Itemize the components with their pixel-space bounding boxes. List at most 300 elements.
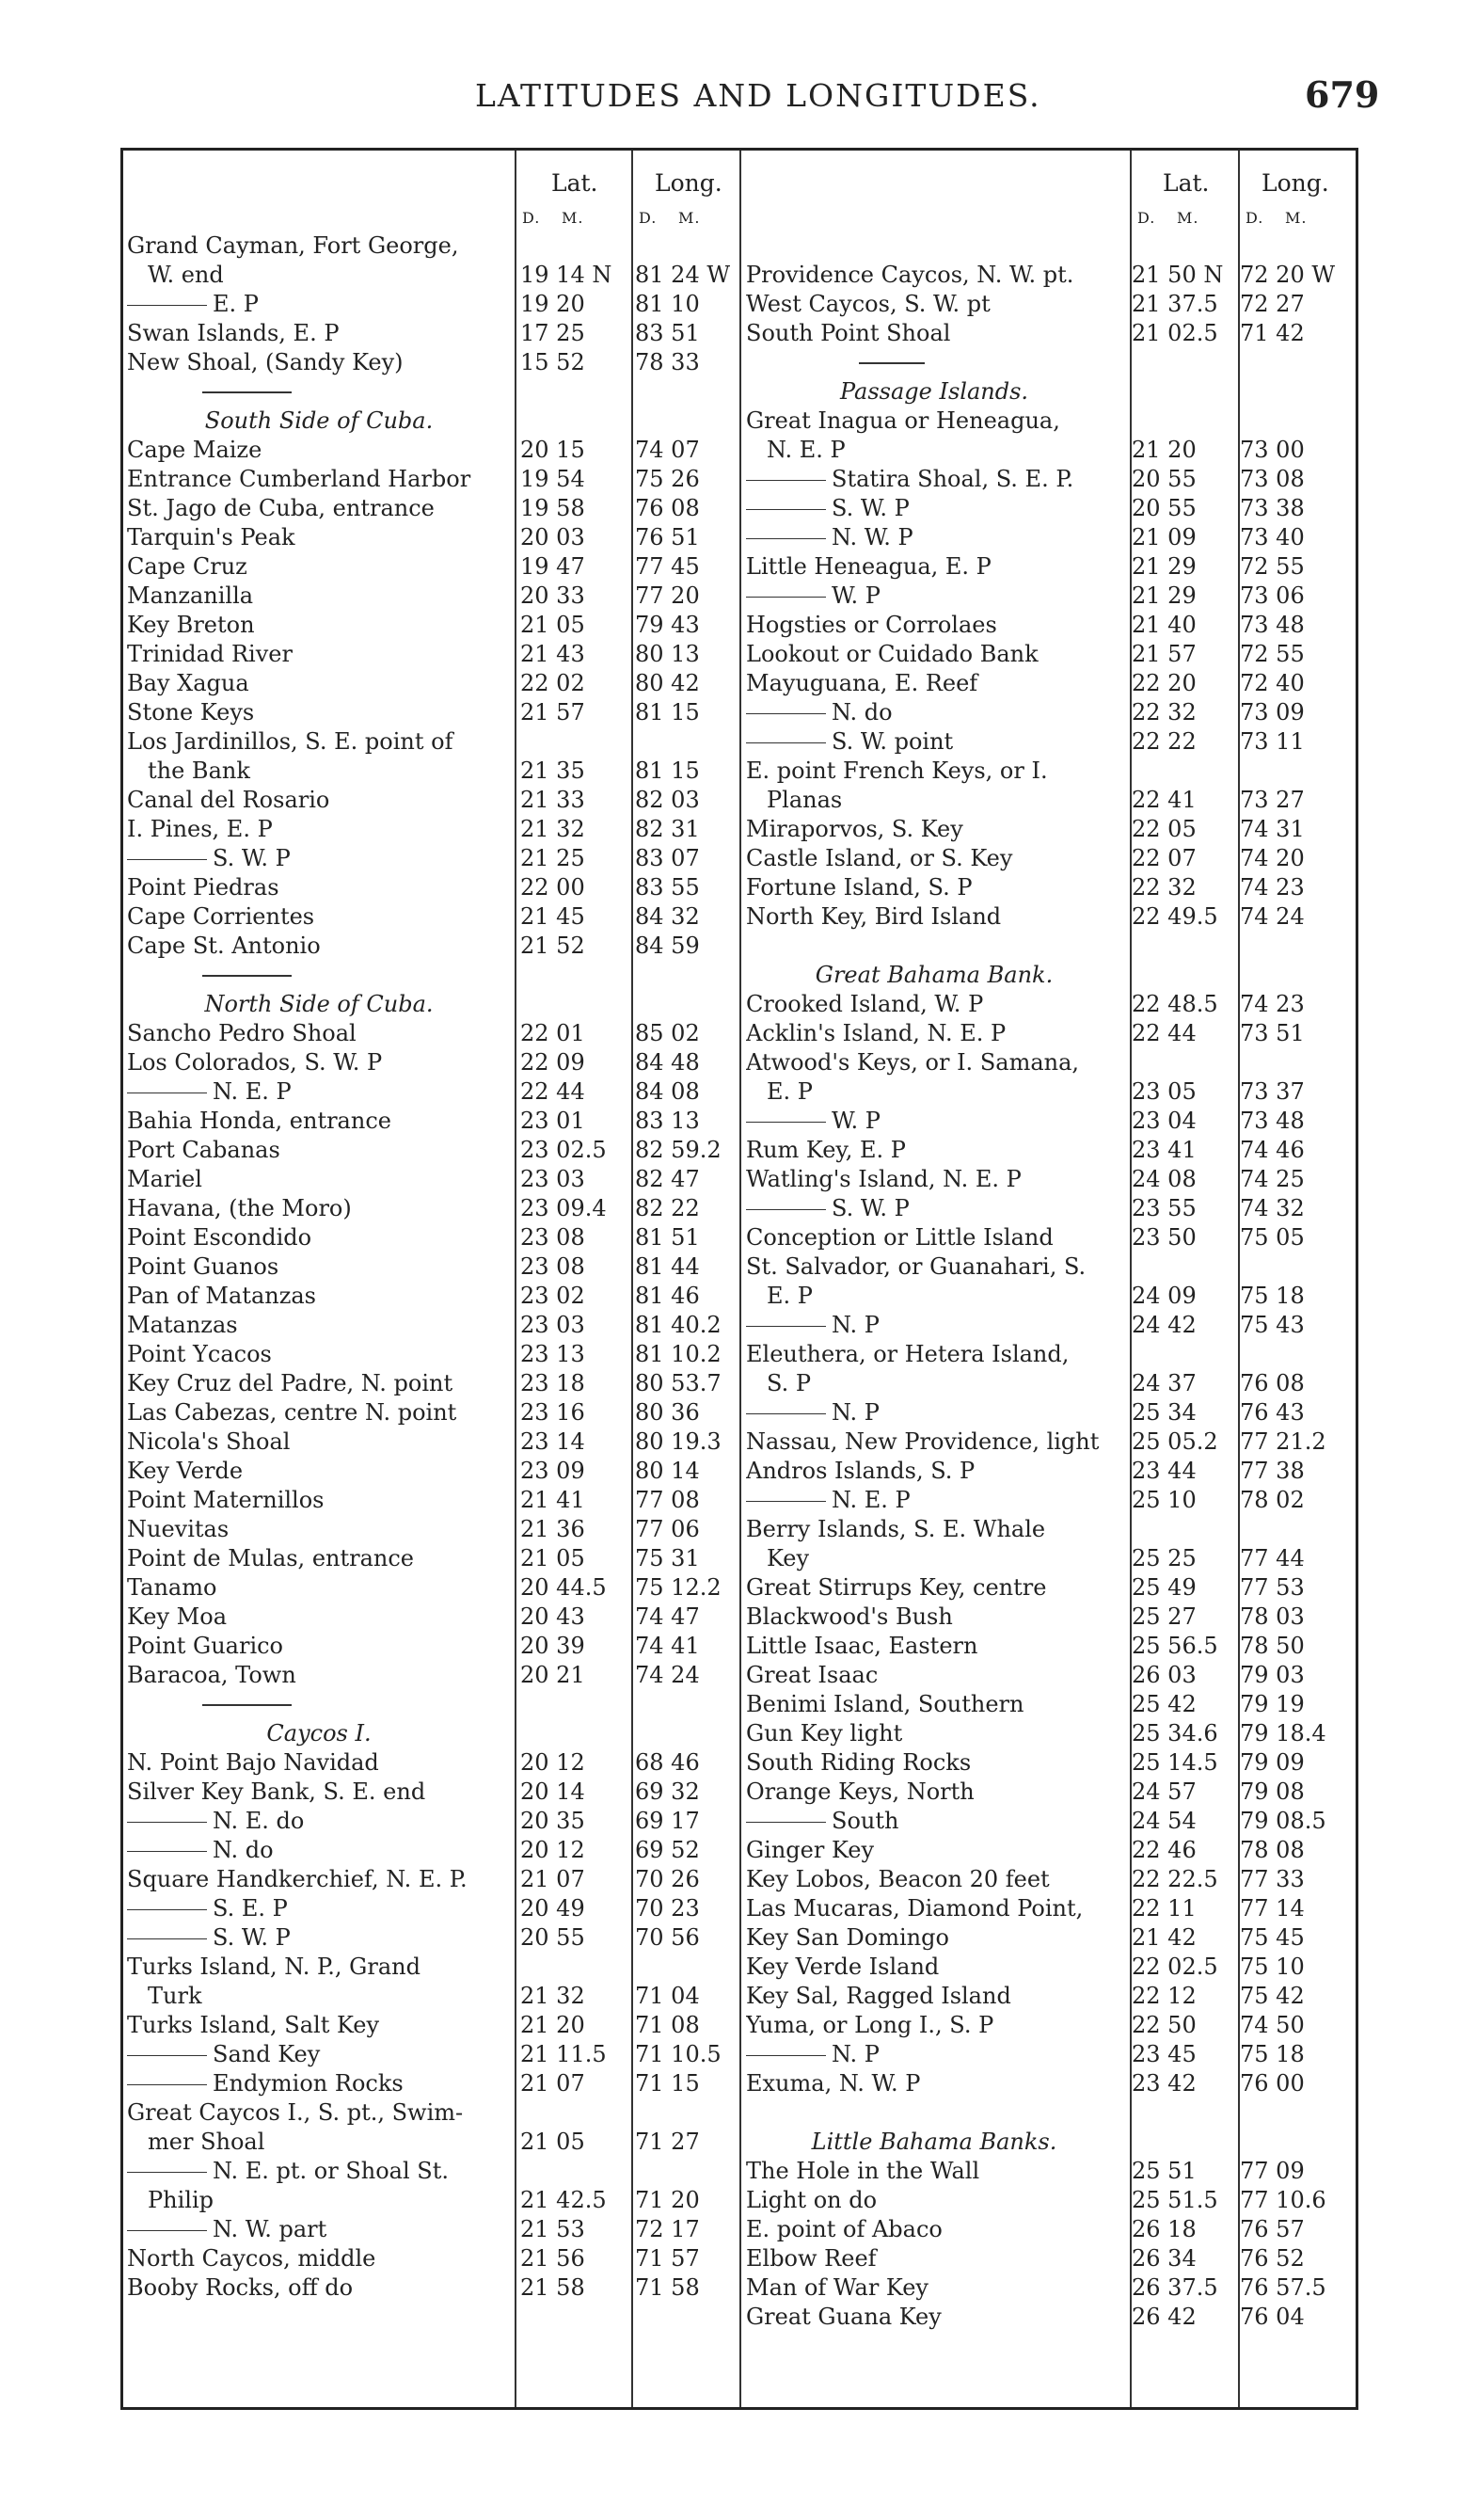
latitude-value: 22 50 bbox=[1132, 2012, 1197, 2038]
latitude-value: 22 32 bbox=[1132, 874, 1197, 901]
place-name: Rum Key, E. P bbox=[746, 1137, 906, 1163]
place-name: Tanamo bbox=[127, 1574, 217, 1601]
latitude-value: 21 53 bbox=[520, 2216, 585, 2242]
table-row bbox=[127, 231, 842, 261]
table-row bbox=[127, 669, 842, 698]
place-name: Point de Mulas, entrance bbox=[127, 1545, 415, 1571]
longitude-value: 73 06 bbox=[1240, 582, 1305, 609]
table-row bbox=[127, 1748, 842, 1778]
latitude-value: 23 05 bbox=[1132, 1078, 1197, 1105]
place-name: Nuevitas bbox=[127, 1516, 230, 1542]
latitude-value: 20 55 bbox=[1132, 466, 1197, 492]
table-row bbox=[127, 873, 842, 902]
place-name: Key Cruz del Padre, N. point bbox=[127, 1370, 453, 1396]
longitude-value: 76 52 bbox=[1240, 2245, 1305, 2272]
table-row bbox=[127, 1398, 842, 1427]
longitude-value: 74 23 bbox=[1240, 874, 1305, 901]
degrees-subheader: D. bbox=[1246, 209, 1264, 227]
section-divider bbox=[746, 348, 1357, 377]
longitude-value: 75 26 bbox=[635, 466, 700, 492]
place-name: Great Guana Key bbox=[746, 2304, 942, 2330]
latitude-value: 22 41 bbox=[1132, 787, 1197, 813]
longitude-value: 82 31 bbox=[635, 816, 700, 842]
place-name: Cape Maize bbox=[127, 437, 262, 463]
latitude-value: 25 34 bbox=[1132, 1399, 1197, 1426]
longitude-value: 75 05 bbox=[1240, 1224, 1305, 1251]
latitude-value: 23 14 bbox=[520, 1428, 585, 1455]
latitude-value: 22 02 bbox=[520, 670, 585, 696]
longitude-value: 73 38 bbox=[1240, 495, 1305, 521]
longitude-value: 73 48 bbox=[1240, 1108, 1305, 1134]
longitude-value: 83 51 bbox=[635, 320, 700, 346]
ditto-dash bbox=[746, 1326, 826, 1327]
longitude-value: 81 15 bbox=[635, 758, 700, 784]
table-row bbox=[746, 2011, 1357, 2040]
longitude-value: 77 08 bbox=[635, 1487, 700, 1513]
table-row bbox=[127, 1019, 842, 1048]
place-name: Trinidad River bbox=[127, 641, 293, 667]
table-row bbox=[127, 1369, 842, 1398]
table-row bbox=[127, 319, 842, 348]
table-row bbox=[746, 932, 1357, 961]
place-name: Berry Islands, S. E. Whale bbox=[746, 1516, 1046, 1542]
latitude-value: 25 25 bbox=[1132, 1545, 1197, 1571]
place-name: S. W. P bbox=[213, 1924, 291, 1951]
minutes-subheader: M. bbox=[562, 209, 584, 227]
place-name: Andros Islands, S. P bbox=[746, 1458, 976, 1484]
longitude-value: 80 14 bbox=[635, 1458, 700, 1484]
table-row bbox=[746, 698, 1357, 727]
latitude-value: 21 20 bbox=[520, 2012, 585, 2038]
place-name: Miraporvos, S. Key bbox=[746, 816, 963, 842]
long-header: Long. bbox=[1262, 169, 1329, 197]
place-name: N. P bbox=[832, 1399, 880, 1426]
table-row bbox=[746, 1398, 1357, 1427]
longitude-value: 73 40 bbox=[1240, 524, 1305, 550]
latitude-value: 23 44 bbox=[1132, 1458, 1197, 1484]
coordinates-table bbox=[120, 148, 1358, 2410]
table-row bbox=[127, 1632, 842, 1661]
latitude-value: 25 56.5 bbox=[1132, 1633, 1218, 1659]
latitude-value: 24 09 bbox=[1132, 1283, 1197, 1309]
table-row bbox=[127, 1311, 842, 1340]
latitude-value: 22 44 bbox=[520, 1078, 585, 1105]
table-row bbox=[746, 757, 1357, 786]
latitude-value: 23 55 bbox=[1132, 1195, 1197, 1221]
longitude-value: 80 42 bbox=[635, 670, 700, 696]
table-row bbox=[746, 1136, 1357, 1165]
place-name: Point Guarico bbox=[127, 1633, 284, 1659]
longitude-value: 79 09 bbox=[1240, 1749, 1305, 1776]
place-name: Fortune Island, S. P bbox=[746, 874, 973, 901]
latitude-value: 21 07 bbox=[520, 2070, 585, 2097]
place-name: S. W. P bbox=[213, 845, 291, 871]
place-name: Elbow Reef bbox=[746, 2245, 877, 2272]
ditto-dash bbox=[746, 480, 826, 481]
place-name: Great Stirrups Key, centre bbox=[746, 1574, 1047, 1601]
place-name: N. Point Bajo Navidad bbox=[127, 1749, 379, 1776]
latitude-value: 22 48.5 bbox=[1132, 991, 1218, 1017]
longitude-value: 72 40 bbox=[1240, 670, 1305, 696]
latitude-value: 20 39 bbox=[520, 1633, 585, 1659]
place-name: Sand Key bbox=[213, 2041, 321, 2067]
longitude-value: 75 43 bbox=[1240, 1312, 1305, 1338]
place-name: North Key, Bird Island bbox=[746, 903, 1002, 930]
place-name: Great Isaac bbox=[746, 1662, 879, 1688]
longitude-value: 71 27 bbox=[635, 2129, 700, 2155]
longitude-value: 72 55 bbox=[1240, 553, 1305, 580]
latitude-value: 21 36 bbox=[520, 1516, 585, 1542]
latitude-value: 21 42.5 bbox=[520, 2187, 607, 2213]
place-name: Statira Shoal, S. E. P. bbox=[832, 466, 1074, 492]
section-divider bbox=[127, 1690, 842, 1719]
table-row bbox=[127, 1865, 842, 1894]
latitude-value: 21 43 bbox=[520, 641, 585, 667]
longitude-value: 77 06 bbox=[635, 1516, 700, 1542]
longitude-value: 83 13 bbox=[635, 1108, 700, 1134]
table-row bbox=[746, 1778, 1357, 1807]
longitude-value: 73 48 bbox=[1240, 612, 1305, 638]
place-name: S. W. point bbox=[832, 728, 954, 755]
place-name: Entrance Cumberland Harbor bbox=[127, 466, 471, 492]
table-row bbox=[127, 465, 842, 494]
table-row bbox=[746, 2273, 1357, 2303]
latitude-value: 24 42 bbox=[1132, 1312, 1197, 1338]
longitude-value: 74 47 bbox=[635, 1603, 700, 1630]
table-row bbox=[746, 2040, 1357, 2069]
place-name: Point Ycacos bbox=[127, 1341, 272, 1367]
longitude-value: 77 53 bbox=[1240, 1574, 1305, 1601]
longitude-value: 76 51 bbox=[635, 524, 700, 550]
latitude-value: 23 09 bbox=[520, 1458, 585, 1484]
longitude-value: 84 48 bbox=[635, 1049, 700, 1076]
longitude-value: 75 10 bbox=[1240, 1954, 1305, 1980]
place-name: Orange Keys, North bbox=[746, 1778, 975, 1805]
longitude-value: 74 50 bbox=[1240, 2012, 1305, 2038]
table-row bbox=[746, 1807, 1357, 1836]
table-row bbox=[746, 727, 1357, 757]
place-name: S. E. P bbox=[213, 1895, 288, 1922]
longitude-value: 78 33 bbox=[635, 349, 700, 375]
longitude-value: 81 24 W bbox=[635, 262, 731, 288]
latitude-value: 19 54 bbox=[520, 466, 585, 492]
latitude-value: 23 02 bbox=[520, 1283, 585, 1309]
table-row bbox=[127, 1223, 842, 1252]
degrees-subheader: D. bbox=[639, 209, 658, 227]
place-name: Los Colorados, S. W. P bbox=[127, 1049, 383, 1076]
place-name: E. P bbox=[767, 1078, 813, 1105]
latitude-value: 25 27 bbox=[1132, 1603, 1197, 1630]
longitude-value: 84 08 bbox=[635, 1078, 700, 1105]
place-name: Key Breton bbox=[127, 612, 255, 638]
table-row bbox=[127, 1603, 842, 1632]
latitude-value: 23 42 bbox=[1132, 2070, 1197, 2097]
longitude-value: 80 13 bbox=[635, 641, 700, 667]
table-row bbox=[746, 1107, 1357, 1136]
latitude-value: 25 10 bbox=[1132, 1487, 1197, 1513]
place-name: I. Pines, E. P bbox=[127, 816, 273, 842]
place-name: Stone Keys bbox=[127, 699, 255, 726]
latitude-value: 25 49 bbox=[1132, 1574, 1197, 1601]
table-row bbox=[746, 261, 1357, 290]
table-row bbox=[127, 932, 842, 961]
table-row bbox=[746, 1836, 1357, 1865]
place-name: West Caycos, S. W. pt bbox=[746, 291, 991, 317]
longitude-value: 78 08 bbox=[1240, 1837, 1305, 1863]
longitude-value: 69 32 bbox=[635, 1778, 700, 1805]
latitude-value: 20 55 bbox=[520, 1924, 585, 1951]
longitude-value: 70 23 bbox=[635, 1895, 700, 1922]
latitude-value: 20 03 bbox=[520, 524, 585, 550]
latitude-value: 20 33 bbox=[520, 582, 585, 609]
longitude-value: 73 08 bbox=[1240, 466, 1305, 492]
ditto-dash bbox=[127, 1851, 207, 1852]
latitude-value: 21 05 bbox=[520, 2129, 585, 2155]
table-row bbox=[127, 2273, 842, 2303]
place-name: Cape St. Antonio bbox=[127, 933, 321, 959]
place-name: W. P bbox=[832, 582, 881, 609]
longitude-value: 74 31 bbox=[1240, 816, 1305, 842]
table-row bbox=[746, 1603, 1357, 1632]
table-row bbox=[746, 1282, 1357, 1311]
longitude-value: 77 09 bbox=[1240, 2158, 1305, 2184]
latitude-value: 21 35 bbox=[520, 758, 585, 784]
latitude-value: 22 44 bbox=[1132, 1020, 1197, 1046]
place-name: Cape Cruz bbox=[127, 553, 247, 580]
table-row bbox=[127, 2011, 842, 2040]
table-row bbox=[746, 1923, 1357, 1953]
table-row bbox=[127, 1836, 842, 1865]
place-name: Great Caycos I., S. pt., Swim- bbox=[127, 2099, 464, 2126]
table-row bbox=[746, 902, 1357, 932]
table-row bbox=[127, 2215, 842, 2244]
place-name: Havana, (the Moro) bbox=[127, 1195, 352, 1221]
latitude-value: 21 37.5 bbox=[1132, 291, 1218, 317]
place-name: Point Guanos bbox=[127, 1253, 279, 1280]
table-row bbox=[746, 552, 1357, 582]
latitude-value: 20 14 bbox=[520, 1778, 585, 1805]
latitude-value: 21 40 bbox=[1132, 612, 1197, 638]
latitude-value: 25 51 bbox=[1132, 2158, 1197, 2184]
longitude-value: 80 53.7 bbox=[635, 1370, 722, 1396]
table-row bbox=[746, 1573, 1357, 1603]
longitude-value: 75 45 bbox=[1240, 1924, 1305, 1951]
place-name: South bbox=[832, 1808, 899, 1834]
table-row bbox=[746, 815, 1357, 844]
place-name: Benimi Island, Southern bbox=[746, 1691, 1024, 1717]
longitude-value: 79 19 bbox=[1240, 1691, 1305, 1717]
place-name: S. W. P bbox=[832, 495, 910, 521]
latitude-value: 25 34.6 bbox=[1132, 1720, 1218, 1746]
longitude-value: 74 46 bbox=[1240, 1137, 1305, 1163]
ditto-dash bbox=[746, 1413, 826, 1414]
ditto-dash bbox=[746, 713, 826, 714]
place-name: E. P bbox=[213, 291, 259, 317]
place-name: Cape Corrientes bbox=[127, 903, 315, 930]
ditto-dash bbox=[746, 509, 826, 510]
place-name: N. do bbox=[213, 1837, 274, 1863]
table-row bbox=[746, 2069, 1357, 2098]
table-row bbox=[746, 1632, 1357, 1661]
place-name: Point Maternillos bbox=[127, 1487, 325, 1513]
left-column bbox=[127, 231, 842, 2303]
longitude-value: 77 44 bbox=[1240, 1545, 1305, 1571]
table-row bbox=[127, 611, 842, 640]
table-row bbox=[746, 2186, 1357, 2215]
table-row bbox=[746, 1340, 1357, 1369]
place-name: mer Shoal bbox=[148, 2129, 265, 2155]
latitude-value: 21 58 bbox=[520, 2274, 585, 2301]
longitude-value: 74 41 bbox=[635, 1633, 700, 1659]
longitude-value: 71 15 bbox=[635, 2070, 700, 2097]
place-name: Los Jardinillos, S. E. point of bbox=[127, 728, 453, 755]
ditto-dash bbox=[746, 597, 826, 598]
latitude-value: 21 56 bbox=[520, 2245, 585, 2272]
table-row bbox=[127, 582, 842, 611]
table-row bbox=[746, 1457, 1357, 1486]
place-name: Key San Domingo bbox=[746, 1924, 949, 1951]
table-row bbox=[127, 1573, 842, 1603]
place-name: Bay Xagua bbox=[127, 670, 249, 696]
longitude-value: 74 24 bbox=[635, 1662, 700, 1688]
longitude-value: 73 11 bbox=[1240, 728, 1305, 755]
table-row bbox=[746, 494, 1357, 523]
latitude-value: 22 22 bbox=[1132, 728, 1197, 755]
long-header: Long. bbox=[655, 169, 722, 197]
place-name: Turks Island, Salt Key bbox=[127, 2012, 380, 2038]
section-heading: Little Bahama Banks. bbox=[811, 2129, 1057, 2155]
longitude-value: 76 08 bbox=[635, 495, 700, 521]
latitude-value: 23 08 bbox=[520, 1253, 585, 1280]
longitude-value: 71 04 bbox=[635, 1983, 700, 2009]
table-row bbox=[746, 1048, 1357, 1077]
latitude-value: 23 45 bbox=[1132, 2041, 1197, 2067]
place-name: Endymion Rocks bbox=[213, 2070, 404, 2097]
latitude-value: 23 09.4 bbox=[520, 1195, 607, 1221]
table-row bbox=[746, 436, 1357, 465]
longitude-value: 78 03 bbox=[1240, 1603, 1305, 1630]
longitude-value: 80 36 bbox=[635, 1399, 700, 1426]
longitude-value: 76 57.5 bbox=[1240, 2274, 1326, 2301]
latitude-value: 20 49 bbox=[520, 1895, 585, 1922]
longitude-value: 81 44 bbox=[635, 1253, 700, 1280]
table-row bbox=[127, 523, 842, 552]
table-row bbox=[127, 1807, 842, 1836]
table-row bbox=[746, 990, 1357, 1019]
place-name: Matanzas bbox=[127, 1312, 238, 1338]
section-heading: South Side of Cuba. bbox=[204, 407, 434, 434]
place-name: Atwood's Keys, or I. Samana, bbox=[746, 1049, 1080, 1076]
lat-header: Lat. bbox=[1163, 169, 1210, 197]
longitude-value: 70 26 bbox=[635, 1866, 700, 1892]
table-row bbox=[746, 1311, 1357, 1340]
latitude-value: 21 05 bbox=[520, 1545, 585, 1571]
table-row bbox=[746, 1077, 1357, 1107]
table-row bbox=[746, 844, 1357, 873]
longitude-value: 74 20 bbox=[1240, 845, 1305, 871]
table-row bbox=[127, 1252, 842, 1282]
place-name: W. P bbox=[832, 1108, 881, 1134]
longitude-value: 71 10.5 bbox=[635, 2041, 722, 2067]
latitude-value: 25 14.5 bbox=[1132, 1749, 1218, 1776]
place-name: Manzanilla bbox=[127, 582, 254, 609]
table-row bbox=[127, 1923, 842, 1953]
longitude-value: 76 00 bbox=[1240, 2070, 1305, 2097]
table-row bbox=[127, 1894, 842, 1923]
place-name: N. E. do bbox=[213, 1808, 305, 1834]
table-row bbox=[746, 1515, 1357, 1544]
place-name: W. end bbox=[148, 262, 224, 288]
longitude-value: 77 38 bbox=[1240, 1458, 1305, 1484]
place-name: Blackwood's Bush bbox=[746, 1603, 953, 1630]
latitude-value: 21 20 bbox=[1132, 437, 1197, 463]
table-row bbox=[746, 1544, 1357, 1573]
table-row bbox=[746, 1894, 1357, 1923]
longitude-value: 77 10.6 bbox=[1240, 2187, 1326, 2213]
minutes-subheader: M. bbox=[678, 209, 701, 227]
place-name: Conception or Little Island bbox=[746, 1224, 1054, 1251]
table-row bbox=[127, 261, 842, 290]
place-name: Acklin's Island, N. E. P bbox=[746, 1020, 1007, 1046]
place-name: Turk bbox=[148, 1983, 202, 2009]
table-row bbox=[746, 786, 1357, 815]
longitude-value: 79 08 bbox=[1240, 1778, 1305, 1805]
latitude-value: 26 18 bbox=[1132, 2216, 1197, 2242]
place-name: N. do bbox=[832, 699, 893, 726]
table-row bbox=[746, 1953, 1357, 1982]
latitude-value: 24 37 bbox=[1132, 1370, 1197, 1396]
latitude-value: 21 52 bbox=[520, 933, 585, 959]
ditto-dash bbox=[746, 2055, 826, 2056]
latitude-value: 23 16 bbox=[520, 1399, 585, 1426]
right-column bbox=[746, 231, 1357, 2332]
table-row bbox=[127, 1136, 842, 1165]
table-row bbox=[127, 1486, 842, 1515]
table-row bbox=[746, 1369, 1357, 1398]
longitude-value: 81 46 bbox=[635, 1283, 700, 1309]
table-row bbox=[127, 2098, 842, 2128]
place-name: S. W. P bbox=[832, 1195, 910, 1221]
table-row bbox=[127, 2244, 842, 2273]
table-row bbox=[746, 611, 1357, 640]
ditto-dash bbox=[127, 2230, 207, 2231]
table-row bbox=[127, 786, 842, 815]
table-row bbox=[127, 815, 842, 844]
place-name: Hogsties or Corrolaes bbox=[746, 612, 997, 638]
table-row bbox=[746, 1690, 1357, 1719]
latitude-value: 22 02.5 bbox=[1132, 1954, 1218, 1980]
longitude-value: 77 45 bbox=[635, 553, 700, 580]
table-row bbox=[746, 1194, 1357, 1223]
table-row bbox=[127, 1048, 842, 1077]
latitude-value: 21 32 bbox=[520, 1983, 585, 2009]
latitude-value: 23 02.5 bbox=[520, 1137, 607, 1163]
place-name: N. W. P bbox=[832, 524, 913, 550]
latitude-value: 23 18 bbox=[520, 1370, 585, 1396]
longitude-value: 73 00 bbox=[1240, 437, 1305, 463]
table-row bbox=[127, 1194, 842, 1223]
latitude-value: 19 14 N bbox=[520, 262, 612, 288]
longitude-value: 73 37 bbox=[1240, 1078, 1305, 1105]
place-name: Little Heneagua, E. P bbox=[746, 553, 992, 580]
latitude-value: 21 29 bbox=[1132, 553, 1197, 580]
latitude-value: 23 41 bbox=[1132, 1137, 1197, 1163]
lat-header: Lat. bbox=[551, 169, 598, 197]
longitude-value: 82 59.2 bbox=[635, 1137, 722, 1163]
place-name: Little Isaac, Eastern bbox=[746, 1633, 978, 1659]
latitude-value: 23 03 bbox=[520, 1312, 585, 1338]
latitude-value: 23 03 bbox=[520, 1166, 585, 1192]
